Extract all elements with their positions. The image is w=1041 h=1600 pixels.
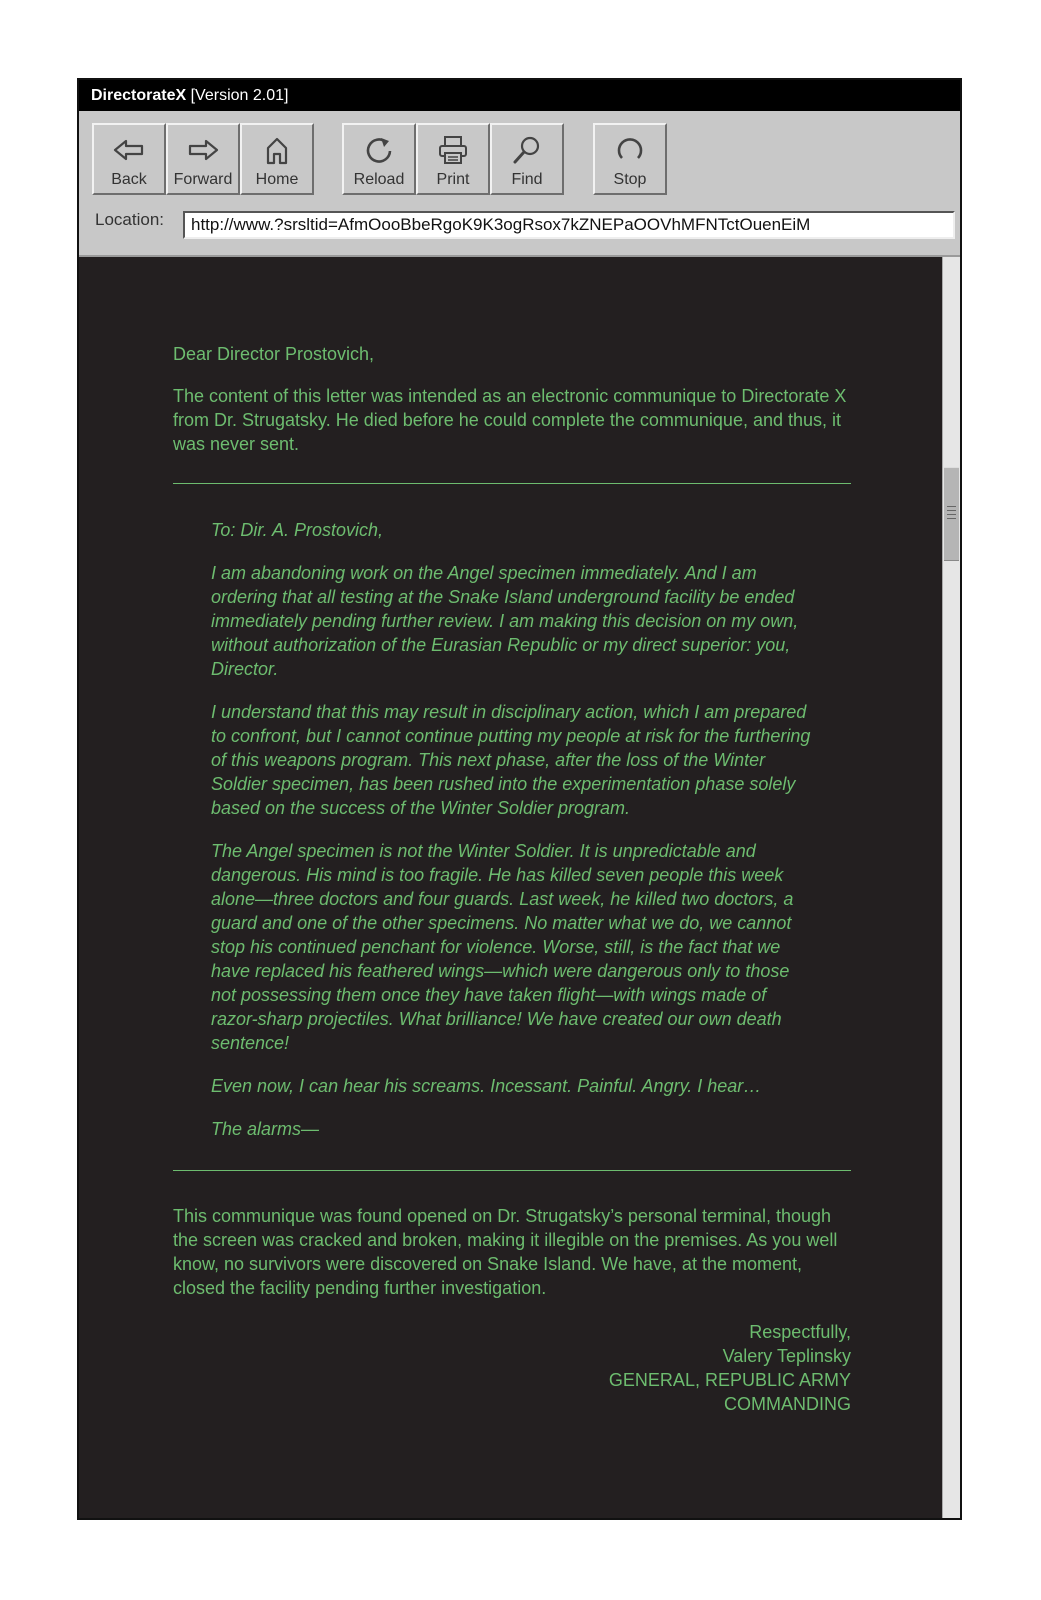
divider-bottom <box>173 1170 851 1171</box>
forward-label: Forward <box>173 171 233 188</box>
magnifier-icon <box>510 133 544 167</box>
forward-arrow-icon <box>186 133 220 167</box>
memo-paragraph-5: The alarms— <box>211 1119 320 1139</box>
reload-label: Reload <box>353 171 405 188</box>
stop-label: Stop <box>613 171 647 188</box>
grip-line-icon <box>947 506 956 507</box>
grip-line-icon <box>947 518 956 519</box>
home-button[interactable] <box>240 123 314 195</box>
memo-paragraph-3: The Angel specimen is not the Winter Soldier. It is unpredictable and dangerous. His mind is too fragile. He has killed seven people this week alone—three doctors and four guards. Last week, he killed two doctors, a guard and one of the other specimens. No matter what we do, we cannot stop his continued penchant for violence. Worse, still, is the fact that we have replaced his feathered wings—which were dangerous only to those not possessing them once they have taken flight—with wings made of razor-sharp projectiles. What brilliance! We have created our own death sentence! <box>211 841 794 1053</box>
signature-name: Valery Teplinsky <box>722 1346 851 1366</box>
find-button[interactable] <box>490 123 564 195</box>
signature-title-1: GENERAL, REPUBLIC ARMY <box>608 1370 851 1390</box>
reload-icon <box>362 133 396 167</box>
home-icon <box>260 133 294 167</box>
location-input[interactable] <box>183 211 955 239</box>
back-label: Back <box>111 171 147 188</box>
browser-window <box>77 78 962 1520</box>
print-label: Print <box>436 171 470 188</box>
signature-block <box>173 1320 851 1416</box>
letter-intro: The content of this letter was intended as an electronic communique to Directorate X from Dr. Strugatsky. He died before he could complete the communique, and thus, it was never sent. <box>173 386 847 454</box>
scrollbar-thumb[interactable] <box>944 467 959 561</box>
title-bar <box>79 80 960 111</box>
home-label: Home <box>255 171 299 188</box>
vertical-scrollbar[interactable] <box>942 257 960 1518</box>
forward-button[interactable] <box>166 123 240 195</box>
memo-paragraph-1: I am abandoning work on the Angel specimen immediately. And I am ordering that all testing at the Snake Island underground facility be ended immediately pending further review. I am making this decision on my own, without authorization of the Eurasian Republic or my direct superior: you, Director. <box>211 563 799 679</box>
letter-outro: This communique was found opened on Dr. Strugatsky’s personal terminal, though the screen was cracked and broken, making it illegible on the premises. As you well know, no survivors were discovered on Snake Island. We have, at the moment, closed the facility pending further investigation. <box>173 1206 838 1298</box>
print-button[interactable] <box>416 123 490 195</box>
letter <box>173 342 851 1416</box>
memo <box>211 518 813 1141</box>
signature-title-2: COMMANDING <box>724 1394 851 1414</box>
app-version: [Version 2.01] <box>190 87 289 104</box>
find-label: Find <box>511 171 543 188</box>
stop-icon <box>613 133 647 167</box>
letter-greeting: Dear Director Prostovich, <box>173 344 375 364</box>
memo-paragraph-4: Even now, I can hear his screams. Incessant. Painful. Angry. I hear… <box>211 1076 762 1096</box>
grip-line-icon <box>947 514 956 515</box>
signature-closing: Respectfully, <box>749 1322 851 1342</box>
printer-icon <box>436 133 470 167</box>
divider-top <box>173 483 851 484</box>
page-content <box>79 257 947 1518</box>
location-label: Location: <box>95 210 164 229</box>
back-arrow-icon <box>112 133 146 167</box>
memo-to: To: Dir. A. Prostovich, <box>211 520 384 540</box>
grip-line-icon <box>947 510 956 511</box>
memo-paragraph-2: I understand that this may result in disciplinary action, which I am prepared to confront, but I cannot continue putting my people at risk for the furthering of this weapons program. This next phase, after the loss of the Winter Soldier specimen, has been rushed into the experimentation phase solely based on the success of the Winter Soldier program. <box>211 702 811 818</box>
app-name: DirectorateX <box>91 87 187 104</box>
reload-button[interactable] <box>342 123 416 195</box>
stop-button[interactable] <box>593 123 667 195</box>
toolbar <box>79 111 960 257</box>
back-button[interactable] <box>92 123 166 195</box>
